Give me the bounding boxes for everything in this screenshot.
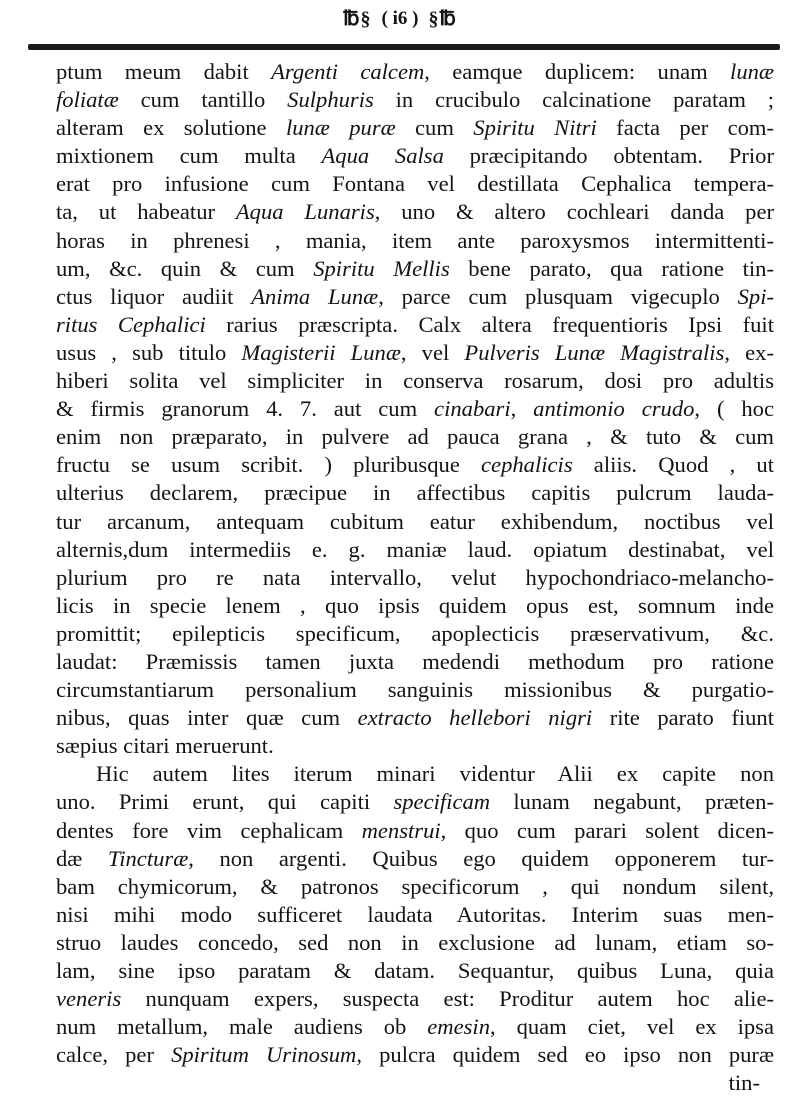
text-line-32: struo laudes concedo, sed non in exclusione ad lunam, etiam so-	[56, 929, 774, 955]
right-ornament: §℔	[428, 8, 457, 30]
text-line-24: nibus, quas inter quæ cum extracto hellebori nigri rite parato fiunt	[56, 705, 774, 731]
text-line-28: dentes fore vim cephalicam menstrui, quo cum parari solent dicen-	[56, 817, 774, 843]
text-line-14: enim non præparato, in pulvere ad pauca grana , & tuto & cum	[56, 424, 774, 450]
text-line-12: hiberi solita vel simpliciter in conserva rosarum, dosi pro adultis	[56, 368, 774, 394]
text-line-36: calce, per Spiritum Urinosum, pulcra quidem sed eo ipso non puræ	[56, 1042, 774, 1068]
page-number: ( i6 )	[381, 7, 419, 29]
text-line-34: veneris nunquam expers, suspecta est: Proditur autem hoc alie-	[56, 986, 774, 1012]
text-line-19: plurium pro re nata intervallo, velut hypochondriaco-melancho-	[56, 564, 774, 590]
text-line-25: sæpius citari meruerunt.	[56, 733, 274, 759]
text-line-21: promittit; epilepticis specificum, apoplecticis præservativum, &c.	[56, 620, 774, 646]
text-line-7: horas in phrenesi , mania, item ante paroxysmos intermittenti-	[56, 227, 774, 253]
text-line-17: tur arcanum, antequam cubitum eatur exhibendum, noctibus vel	[56, 508, 774, 534]
text-line-31: nisi mihi modo sufficeret laudata Autoritas. Interim suas men-	[56, 901, 774, 927]
text-line-33: lam, sine ipso paratam & datam. Sequantur, quibus Luna, quia	[56, 958, 774, 983]
text-line-29: dæ Tincturæ, non argenti. Quibus ego quidem opponerem tur-	[56, 845, 774, 871]
text-line-30: bam chymicorum, & patronos specificorum , qui nondum silent,	[56, 873, 774, 899]
text-line-11: usus , sub titulo Magisterii Lunæ, vel Pulveris Lunæ Magistralis, ex-	[56, 339, 774, 365]
text-line-9: ctus liquor audiit Anima Lunæ, parce cum plusquam vigecuplo Spi-	[56, 283, 774, 309]
text-line-15: fructu se usum scribit. ) pluribusque cephalicis aliis. Quod , ut	[56, 452, 774, 478]
text-line-22: laudat: Præmissis tamen juxta medendi methodum pro ratione	[56, 648, 774, 674]
header-rule	[28, 44, 780, 50]
catchword: tin-	[728, 1070, 760, 1096]
text-line-18: alternis,dum intermediis e. g. maniæ laud. opiatum destinabat, vel	[56, 536, 774, 562]
page-header	[0, 6, 800, 36]
text-line-27: uno. Primi erunt, qui capiti specificam lunam negabunt, præten-	[56, 789, 774, 815]
text-line-20: licis in specie lenem , quo ipsis quidem opus est, somnum inde	[56, 592, 774, 618]
text-line-13: & firmis granorum 4. 7. aut cum cinabari, antimonio crudo, ( hoc	[56, 396, 774, 422]
text-line-5: erat pro infusione cum Fontana vel destillata Cephalica tempera-	[56, 171, 774, 197]
text-line-8: um, &c. quin & cum Spiritu Mellis bene parato, qua ratione tin-	[56, 255, 774, 281]
text-line-3: alteram ex solutione lunæ puræ cum Spiritu Nitri facta per com-	[56, 115, 774, 141]
text-line-26: Hic autem lites iterum minari videntur Alii ex capite non	[96, 761, 774, 787]
text-line-10: ritus Cephalici rarius præscripta. Calx altera frequentioris Ipsi fuit	[56, 311, 774, 337]
left-ornament: ℔§	[343, 8, 372, 30]
text-line-4: mixtionem cum multa Aqua Salsa præcipitando obtentam. Prior	[56, 143, 774, 169]
text-line-23: circumstantiarum personalium sanguinis missionibus & purgatio-	[56, 677, 774, 703]
body-text	[56, 58, 774, 1097]
text-line-2: foliatæ cum tantillo Sulphuris in crucibulo calcinatione paratam ;	[56, 87, 774, 113]
text-line-1: ptum meum dabit Argenti calcem, eamque duplicem: unam lunæ	[56, 59, 774, 84]
text-line-35: num metallum, male audiens ob emesin, quam ciet, vel ex ipsa	[56, 1014, 774, 1040]
text-line-6: ta, ut habeatur Aqua Lunaris, uno & altero cochleari danda per	[56, 199, 774, 225]
text-line-16: ulterius declarem, præcipue in affectibus capitis pulcrum lauda-	[56, 480, 774, 506]
